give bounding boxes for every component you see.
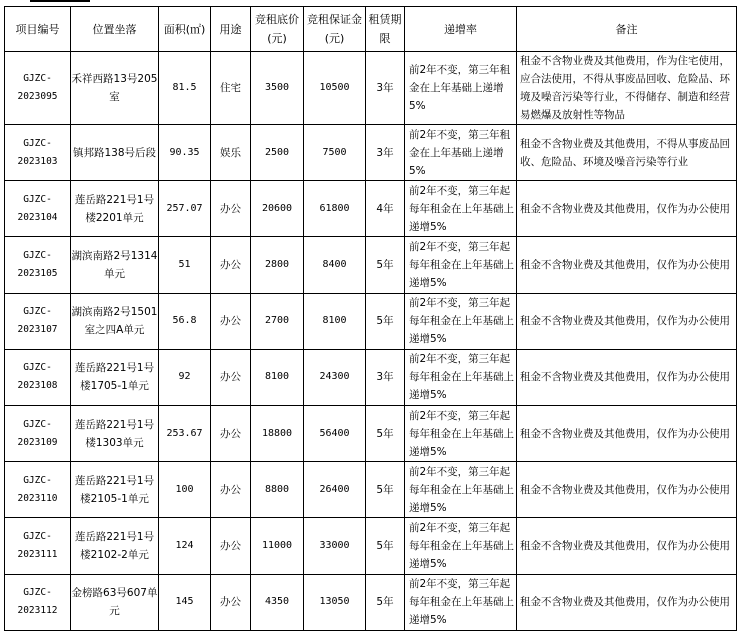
header-deposit: 竞租保证金(元) — [304, 7, 366, 52]
cell-term: 5年 — [366, 405, 405, 461]
cell-area: 124 — [159, 518, 211, 574]
cell-term: 3年 — [366, 52, 405, 125]
cell-note: 租金不含物业费及其他费用，仅作为办公使用 — [517, 237, 737, 293]
header-base-price: 竞租底价(元) — [251, 7, 304, 52]
cell-id: GJZC-2023107 — [5, 293, 71, 349]
cell-note: 租金不含物业费及其他费用，仅作为办公使用 — [517, 293, 737, 349]
cell-term: 3年 — [366, 125, 405, 181]
table-row — [5, 574, 737, 630]
cell-rate: 前2年不变，第三年起每年租金在上年基础上递增5% — [405, 349, 517, 405]
cell-use: 住宅 — [211, 52, 251, 125]
table-row — [5, 52, 737, 125]
cell-id: GJZC-2023104 — [5, 181, 71, 237]
cell-location: 湖滨南路2号1314单元 — [71, 237, 159, 293]
cell-deposit: 56400 — [304, 405, 366, 461]
cell-note: 租金不含物业费及其他费用，仅作为办公使用 — [517, 349, 737, 405]
table-row — [5, 462, 737, 518]
header-use: 用途 — [211, 7, 251, 52]
header-rate: 递增率 — [405, 7, 517, 52]
cell-term: 5年 — [366, 293, 405, 349]
cell-deposit: 33000 — [304, 518, 366, 574]
table-row — [5, 518, 737, 574]
rental-table — [4, 6, 737, 631]
table-row — [5, 405, 737, 461]
header-area: 面积(㎡) — [159, 7, 211, 52]
header-id: 项目编号 — [5, 7, 71, 52]
cell-note: 租金不含物业费及其他费用，仅作为办公使用 — [517, 405, 737, 461]
cell-base-price: 3500 — [251, 52, 304, 125]
header-location: 位置坐落 — [71, 7, 159, 52]
table-row — [5, 293, 737, 349]
cell-use: 娱乐 — [211, 125, 251, 181]
cell-use: 办公 — [211, 237, 251, 293]
cell-id: GJZC-2023110 — [5, 462, 71, 518]
top-rule — [30, 0, 90, 2]
cell-location: 金榜路63号607单元 — [71, 574, 159, 630]
cell-term: 5年 — [366, 237, 405, 293]
cell-note: 租金不含物业费及其他费用，仅作为办公使用 — [517, 462, 737, 518]
cell-use: 办公 — [211, 349, 251, 405]
cell-use: 办公 — [211, 293, 251, 349]
cell-base-price: 20600 — [251, 181, 304, 237]
cell-id: GJZC-2023103 — [5, 125, 71, 181]
cell-term: 5年 — [366, 462, 405, 518]
cell-base-price: 2500 — [251, 125, 304, 181]
table-row — [5, 181, 737, 237]
cell-rate: 前2年不变，第三年起每年租金在上年基础上递增5% — [405, 518, 517, 574]
cell-note: 租金不含物业费及其他费用，不得从事废品回收、危险品、环境及噪音污染等行业 — [517, 125, 737, 181]
cell-base-price: 8100 — [251, 349, 304, 405]
cell-id: GJZC-2023109 — [5, 405, 71, 461]
cell-id: GJZC-2023095 — [5, 52, 71, 125]
cell-base-price: 2800 — [251, 237, 304, 293]
cell-base-price: 8800 — [251, 462, 304, 518]
cell-base-price: 2700 — [251, 293, 304, 349]
cell-note: 租金不含物业费及其他费用，仅作为办公使用 — [517, 574, 737, 630]
cell-area: 253.67 — [159, 405, 211, 461]
cell-deposit: 13050 — [304, 574, 366, 630]
cell-location: 禾祥西路13号205室 — [71, 52, 159, 125]
cell-deposit: 7500 — [304, 125, 366, 181]
cell-area: 51 — [159, 237, 211, 293]
cell-term: 4年 — [366, 181, 405, 237]
cell-id: GJZC-2023105 — [5, 237, 71, 293]
header-row — [5, 7, 737, 52]
cell-area: 56.8 — [159, 293, 211, 349]
cell-location: 莲岳路221号1号楼1705-1单元 — [71, 349, 159, 405]
cell-area: 100 — [159, 462, 211, 518]
cell-rate: 前2年不变，第三年起每年租金在上年基础上递增5% — [405, 181, 517, 237]
cell-base-price: 4350 — [251, 574, 304, 630]
cell-rate: 前2年不变，第三年起每年租金在上年基础上递增5% — [405, 462, 517, 518]
cell-id: GJZC-2023111 — [5, 518, 71, 574]
cell-term: 5年 — [366, 574, 405, 630]
cell-note: 租金不含物业费及其他费用，仅作为办公使用 — [517, 518, 737, 574]
cell-deposit: 61800 — [304, 181, 366, 237]
cell-use: 办公 — [211, 518, 251, 574]
cell-rate: 前2年不变，第三年租金在上年基础上递增5% — [405, 52, 517, 125]
cell-term: 3年 — [366, 349, 405, 405]
cell-id: GJZC-2023112 — [5, 574, 71, 630]
cell-base-price: 11000 — [251, 518, 304, 574]
cell-deposit: 24300 — [304, 349, 366, 405]
table-row — [5, 349, 737, 405]
cell-note: 租金不含物业费及其他费用，作为住宅使用，应合法使用，不得从事废品回收、危险品、环境及噪音污染等行业，不得储存、制造和经营易燃爆及放射性等物品 — [517, 52, 737, 125]
cell-id: GJZC-2023108 — [5, 349, 71, 405]
cell-deposit: 8100 — [304, 293, 366, 349]
table-row — [5, 125, 737, 181]
cell-location: 莲岳路221号1号楼2102-2单元 — [71, 518, 159, 574]
cell-note: 租金不含物业费及其他费用，仅作为办公使用 — [517, 181, 737, 237]
header-term: 租赁期限 — [366, 7, 405, 52]
cell-area: 257.07 — [159, 181, 211, 237]
cell-area: 81.5 — [159, 52, 211, 125]
cell-base-price: 18800 — [251, 405, 304, 461]
cell-rate: 前2年不变，第三年起每年租金在上年基础上递增5% — [405, 237, 517, 293]
cell-rate: 前2年不变，第三年租金在上年基础上递增5% — [405, 125, 517, 181]
header-note: 备注 — [517, 7, 737, 52]
cell-use: 办公 — [211, 574, 251, 630]
cell-use: 办公 — [211, 181, 251, 237]
cell-location: 莲岳路221号1号楼2105-1单元 — [71, 462, 159, 518]
cell-location: 镇邦路138号后段 — [71, 125, 159, 181]
cell-rate: 前2年不变，第三年起每年租金在上年基础上递增5% — [405, 574, 517, 630]
cell-location: 湖滨南路2号1501室之四A单元 — [71, 293, 159, 349]
cell-use: 办公 — [211, 462, 251, 518]
cell-deposit: 8400 — [304, 237, 366, 293]
cell-rate: 前2年不变，第三年起每年租金在上年基础上递增5% — [405, 405, 517, 461]
table-row — [5, 237, 737, 293]
cell-location: 莲岳路221号1号楼2201单元 — [71, 181, 159, 237]
cell-rate: 前2年不变，第三年起每年租金在上年基础上递增5% — [405, 293, 517, 349]
cell-use: 办公 — [211, 405, 251, 461]
cell-area: 145 — [159, 574, 211, 630]
cell-deposit: 26400 — [304, 462, 366, 518]
cell-area: 92 — [159, 349, 211, 405]
cell-deposit: 10500 — [304, 52, 366, 125]
cell-location: 莲岳路221号1号楼1303单元 — [71, 405, 159, 461]
cell-term: 5年 — [366, 518, 405, 574]
cell-area: 90.35 — [159, 125, 211, 181]
